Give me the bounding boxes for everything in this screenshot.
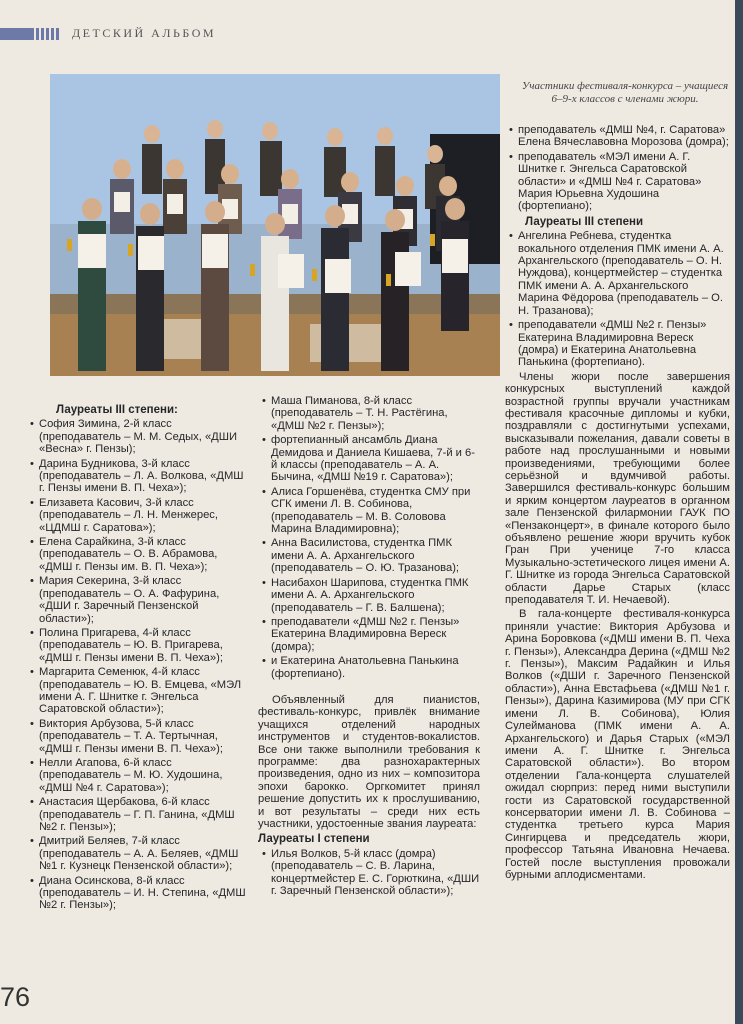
list-item: • Елена Сарайкина, 3-й класс (преподаватель – О. В. Абрамова, «ДМШ г. Пензы им. В. П. Чеха»); [30,536,218,573]
list-item: • Мария Секерина, 3-й класс (преподаватель – О. А. Фафурина, «ДШИ г. Заречный Пензенской области»); [30,575,220,625]
column-right [505,124,730,883]
photo-caption [520,80,730,106]
laureates-heading: Лауреаты III степени: [56,404,178,416]
group-photo-illustration [50,74,500,376]
list-item: • Алиса Горшенёва, студентка СМУ при СГК имени Л. В. Собинова, (преподаватель – М. В. Соловова Марина Владимировна); [262,485,471,536]
list-item: • Маргарита Семенюк, 4-й класс (преподаватель – Ю. В. Емцева, «МЭЛ имени А. Г. Шнитке г. Энгельса Саратовской области»); [30,666,242,716]
list-item: • Илья Волков, 5-й класс (домра) (преподаватель – С. В. Ларина, концертмейстер Е. С. Горюткина, «ДШИ г. Заречный Пензенской области»); [262,847,480,898]
column-middle [258,395,480,899]
list-item: • и Екатерина Анатольевна Панькина (фортепиано). [262,655,459,680]
list-item: • Виктория Арбузова, 5-й класс (преподаватель – Т. А. Тертычная, «ДМШ г. Пензы имени В. П. Чеха»); [30,717,223,755]
list-item: • Анастасия Щербакова, 6-й класс (преподаватель – Г. П. Ганина, «ДМШ №2 г. Пензы»); [30,796,235,833]
list-item: • Нелли Агапова, 6-й класс (преподаватель – М. Ю. Худошина, «ДМШ №4 г. Саратова»); [30,756,223,794]
body-paragraph: В гала-концерте фестиваля-конкурса приняли участие: Виктория Арбузова и Арина Боровкова («ДМШ имени В. П. Чеха г. Пензы»), Александра Дерина («ДМШ №2 г. Пензы»), Максим Радайкин и Илья Волков («ДШИ г. Заречного Пензенской области»), Анна Евстафьева («ДМШ №1 г. Пензы»), Дарина Казимирова (МУ при СГК имени Л. В. Собинова), Юлия Сулейманова (ПМК имени А. А. Архангельского) и Дарья Старых («МЭЛ имени А. Г. Шнитке г. Энгельса Саратовской области»). Во втором отделении Гала-концерта слушателей ожидал сюрприз: перед ними выступили гости из Саратовской государственной консерватории имени Л. В. Собинова – студентка третьего курса Мария Сингирцева и председатель жюри, профессор Татьяна Ивановна Нечаева. Гостей после выступления провожали бурными аплодисментами. [505,608,730,881]
list-item: • Насибахон Шарипова, студентка ПМК имени А. А. Архангельского (преподаватель – Г. В. Балшена); [262,576,469,614]
list-item: • Ангелина Ребнева, студентка вокального отделения ПМК имени А. А. Архангельского (преподаватель – О. Н. Нуждова), концертмейстер – студентка ПМК имени А. А. Архангельского Марина Фёдорова (преподаватель – О. Н. Тразанова); [509,230,724,317]
list-item: • преподаватель «МЭЛ имени А. Г. Шнитке г. Энгельса Саратовской области» и «ДМШ №4 г. Саратова» Мария Юрьевна Худошина (фортепиано); [509,150,702,213]
page-number: 76 [0,982,31,1012]
body-paragraph: Члены жюри после завершения конкурсных выступлений каждой возрастной группы вручали участникам фестиваля красочные дипломы и кубки, поздравляли с достигнутыми успехами, высказывали пожелания, давали советы в работе над прослушанными и новыми произведениями, требующими более серьёзной и вдумчивой работы. Завершился фестиваль-конкурс большим и ярким концертом лауреатов в органном зале Пензенской филармонии ГАУК ПО «Пензаконцерт», в финале которого было объявлено решение жюри вручить кубок Гран При ученице 7-го класса Музыкально-эстетического лицея имени А. Г. Шнитке из города Энгельса Саратовской области Дарье Старых (класс преподавателя Т. И. Нечаевой). [505,370,730,607]
page-edge [735,0,743,1024]
list-item: • Диана Осинскова, 8-й класс (преподаватель – И. Н. Степина, «ДМШ №2 г. Пензы»); [30,874,246,912]
list-item: • Дмитрий Беляев, 7-й класс (преподаватель – А. А. Беляев, «ДМШ №1 г. Кузнецк Пензенской области»); [30,835,239,873]
list-item: • Анна Василистова, студентка ПМК имени А. А. Архангельского (преподаватель – О. Ю. Тразанова); [262,537,460,575]
list-item: • фортепианный ансамбль Диана Демидова и Даниела Кишаева, 7-й и 6-й классы (преподаватель – А. А. Бычина, «ДМШ №19 г. Саратова»); [262,434,475,484]
group-photo [50,74,500,376]
laureates-heading: Лауреаты III степени [525,215,644,228]
photo-caption-line: 6–9-х классов с членами жюри. [551,93,699,105]
list-item: • Маша Пиманова, 8-й класс (преподаватель – Т. Н. Растёгина, «ДМШ №2 г. Пензы»); [262,395,448,432]
list-item: • София Зимина, 2-й класс (преподаватель – М. М. Седых, «ДШИ «Весна» г. Пензы); [30,418,238,456]
column-left [26,401,248,914]
list-item: • Елизавета Касович, 3-й класс (преподаватель – Л. Н. Менжерес, «ЦДМШ г. Саратова»); [30,496,218,534]
laureates-heading: Лауреаты I степени [258,833,370,846]
header-bar-decoration [0,28,62,40]
list-item: • преподаватели «ДМШ №2 г. Пензы» Екатерина Владимировна Вереск (домра); [262,615,460,653]
photo-caption-line: Участники фестиваля-конкурса – учащиеся [521,80,729,92]
section-title: ДЕТСКИЙ АЛЬБОМ [72,26,217,40]
list-item: • преподаватели «ДМШ №2 г. Пензы» Екатерина Владимировна Вереск (домра) и Екатерина Анатольевна Панькина (фортепиано). [509,319,707,369]
body-paragraph: Объявленный для пианистов, фестиваль-конкурс, привлёк внимание учащихся отделений народных инструментов и студентов-вокалистов. Все они также выполнили требования к программе: два разнохарактерных произведения, одно из них – композитора эпохи барокко. Оргкомитет принял решение допустить их к прослушиванию, и вот результаты – среди них есть участники, удостоенные звания лауреата: [258,693,480,830]
list-item: • преподаватель «ДМШ №4, г. Саратова» Елена Вячеславовна Морозова (домра); [509,124,729,149]
list-item: • Полина Пригарева, 4-й класс (преподаватель – Ю. В. Пригарева, «ДМШ г. Пензы имени В. П. Чеха»); [30,626,223,664]
list-item: • Дарина Будникова, 3-й класс (преподаватель – Л. А. Волкова, «ДМШ г. Пензы имени В. П. Чеха»); [30,457,244,495]
